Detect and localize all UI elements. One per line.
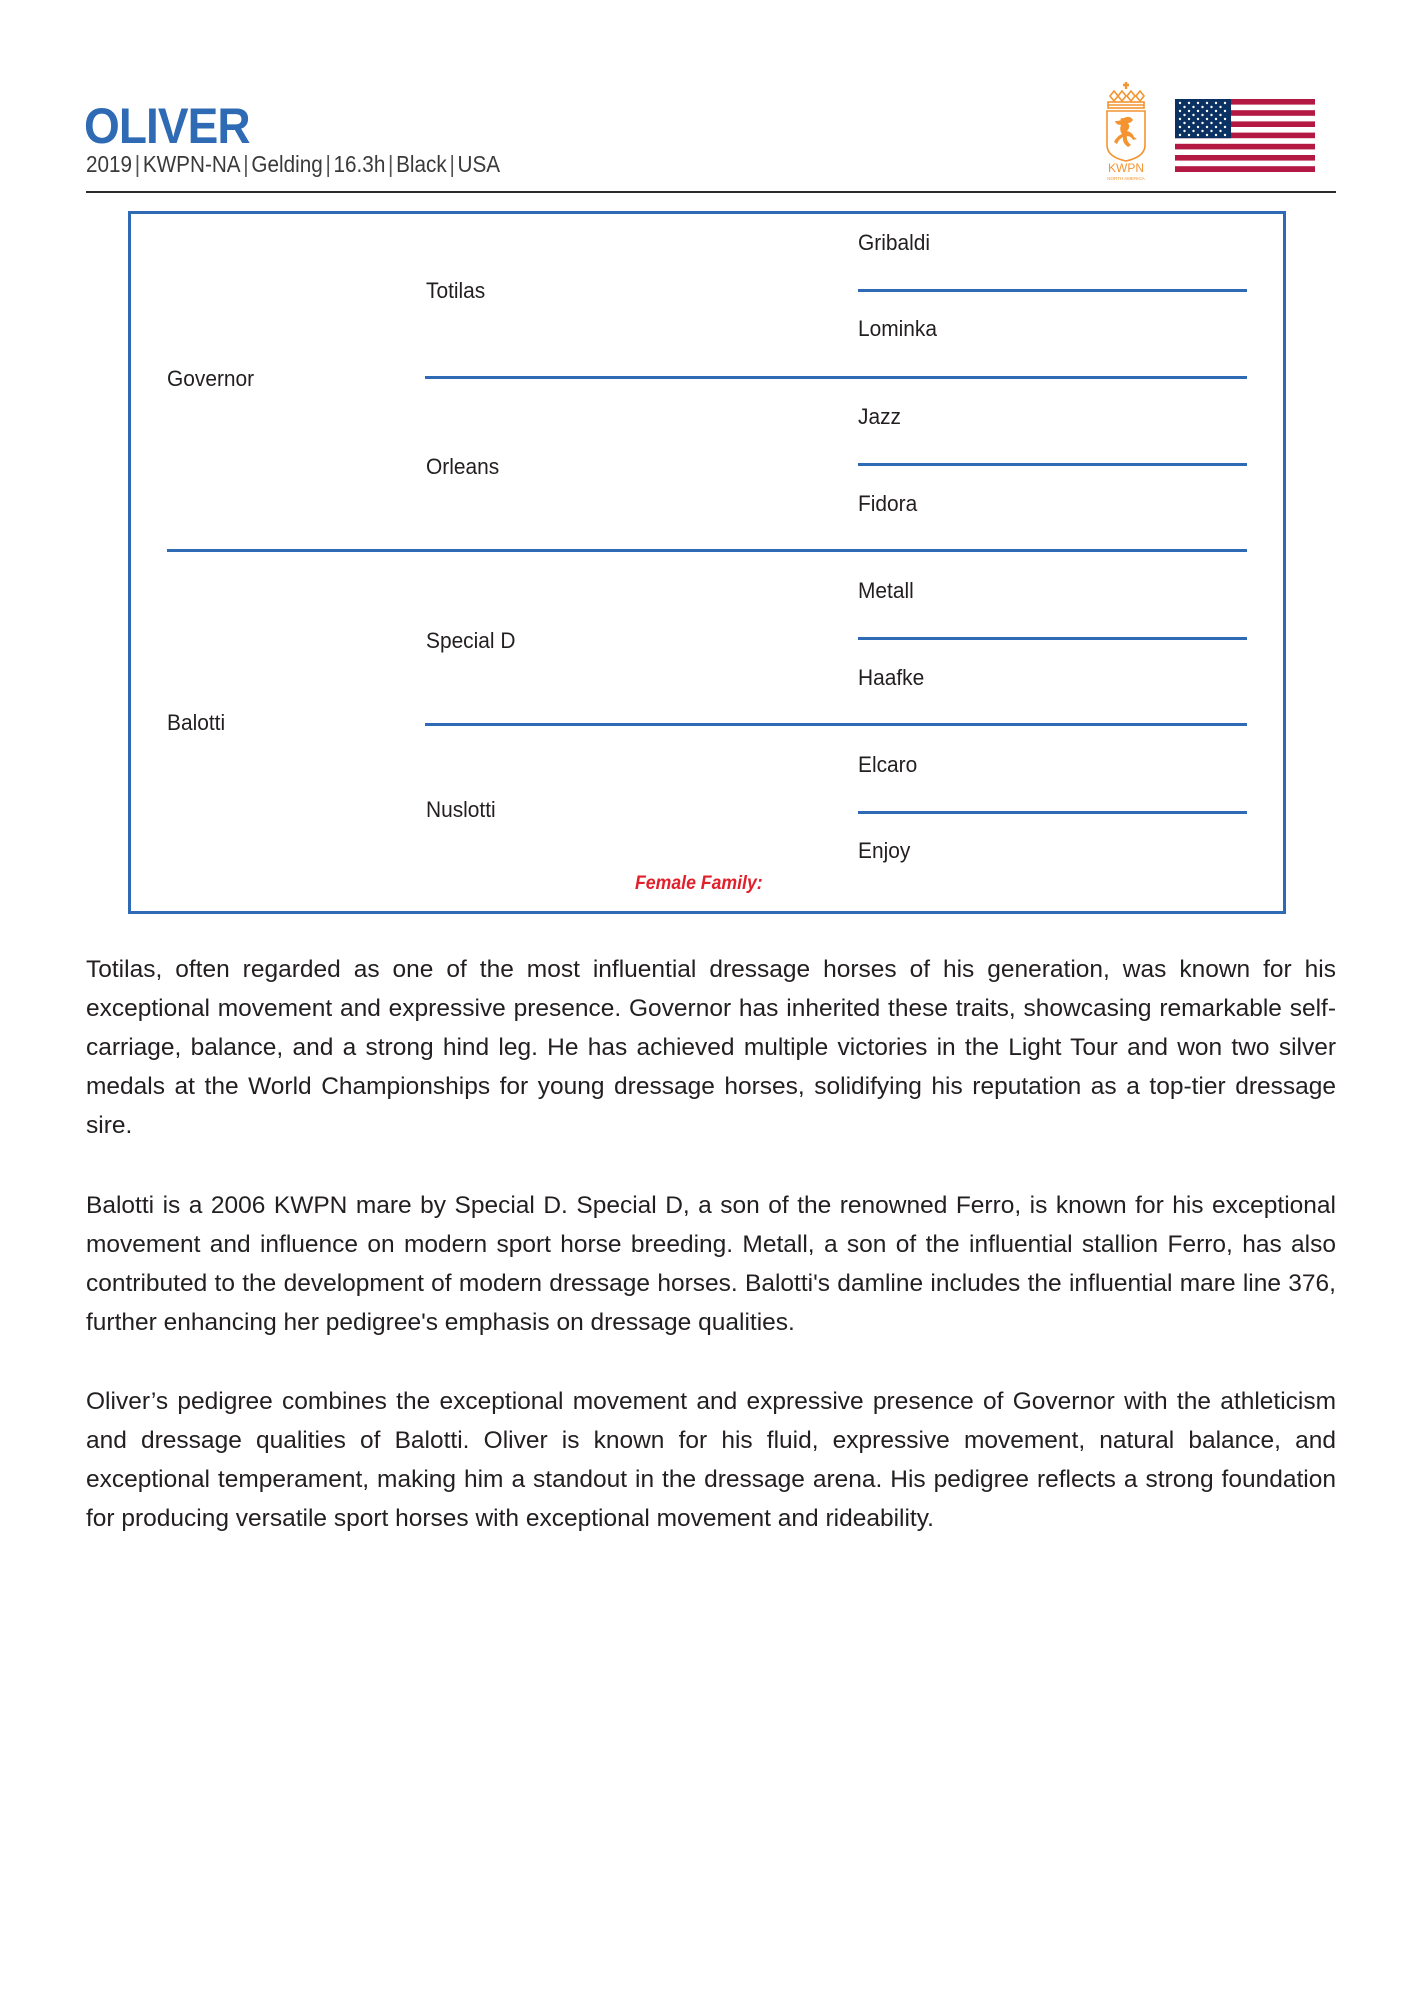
studbook: KWPN-NA — [142, 151, 241, 177]
description-paragraph: Balotti is a 2006 KWPN mare by Special D. Special D, a son of the renowned Ferro, is known for his exceptional movement and influence on modern sport horse breeding. Metall, a son of the influential stallion Ferro, has also contributed to the development of modern dressage horses. Balotti's damline includes the influential mare line 376, further enhancing her pedigree's emphasis on dressage qualities. — [86, 1192, 1336, 1336]
pedigree-divider — [425, 376, 1247, 379]
separator: | — [243, 151, 249, 177]
usa-flag-icon — [1175, 99, 1315, 172]
pedigree-sire-sire: Totilas — [426, 278, 486, 303]
pedigree-divider — [425, 723, 1247, 726]
height: 16.3h — [333, 151, 386, 177]
separator: | — [134, 151, 141, 177]
pedigree-dam-dam: Nuslotti — [426, 797, 496, 822]
kwpn-crest-icon — [1102, 80, 1150, 182]
country: USA — [457, 151, 501, 177]
female-family-label: Female Family: — [635, 873, 763, 894]
sex: Gelding — [251, 151, 323, 177]
pedigree-sire-dam: Orleans — [426, 454, 500, 479]
pedigree-divider-main — [167, 549, 1247, 552]
pedigree-divider — [858, 811, 1247, 814]
kwpn-logo-text: KWPN — [1108, 161, 1144, 175]
horse-name-title: OLIVER — [84, 98, 250, 154]
separator: | — [325, 151, 331, 177]
separator: | — [388, 151, 394, 177]
pedigree-dss: Metall — [858, 578, 914, 603]
color: Black — [396, 151, 447, 177]
pedigree-divider — [858, 637, 1247, 640]
pedigree-sdd: Fidora — [858, 491, 918, 516]
pedigree-dam-sire: Special D — [426, 628, 516, 653]
horse-details-line — [86, 150, 500, 178]
birth-year: 2019 — [86, 151, 133, 177]
description-paragraph: Totilas, often regarded as one of the most influential dressage horses of his generation, was known for his exceptional movement and expressive presence. Governor has inherited these traits, showcasing remarkable self-carriage, balance, and a strong hind leg. He has achieved multiple victories in the Light Tour and won two silver medals at the World Championships for young dressage horses, solidifying his reputation as a top-tier dressage sire. — [86, 956, 1336, 1139]
pedigree-divider — [858, 463, 1247, 466]
pedigree-dam: Balotti — [167, 710, 226, 735]
header-divider — [86, 191, 1336, 193]
pedigree-chart — [128, 211, 1286, 914]
pedigree-ddd: Enjoy — [858, 838, 911, 863]
pedigree-sds: Jazz — [858, 404, 901, 429]
pedigree-sss: Gribaldi — [858, 230, 931, 255]
pedigree-dds: Elcaro — [858, 752, 918, 777]
pedigree-ssd: Lominka — [858, 316, 937, 341]
description-paragraph: Oliver’s pedigree combines the exceptional movement and expressive presence of Governor with the athleticism and dressage qualities of Balotti. Oliver is known for his fluid, expressive movement, natural balance, and exceptional temperament, making him a standout in the dressage arena. His pedigree reflects a strong foundation for producing versatile sport horses with exceptional movement and rideability. — [86, 1388, 1336, 1532]
pedigree-divider — [858, 289, 1247, 292]
kwpn-logo-subtext: NORTH AMERICA — [1107, 176, 1145, 181]
separator: | — [449, 151, 455, 177]
pedigree-sire: Governor — [167, 366, 255, 391]
pedigree-dsd: Haafke — [858, 665, 925, 690]
